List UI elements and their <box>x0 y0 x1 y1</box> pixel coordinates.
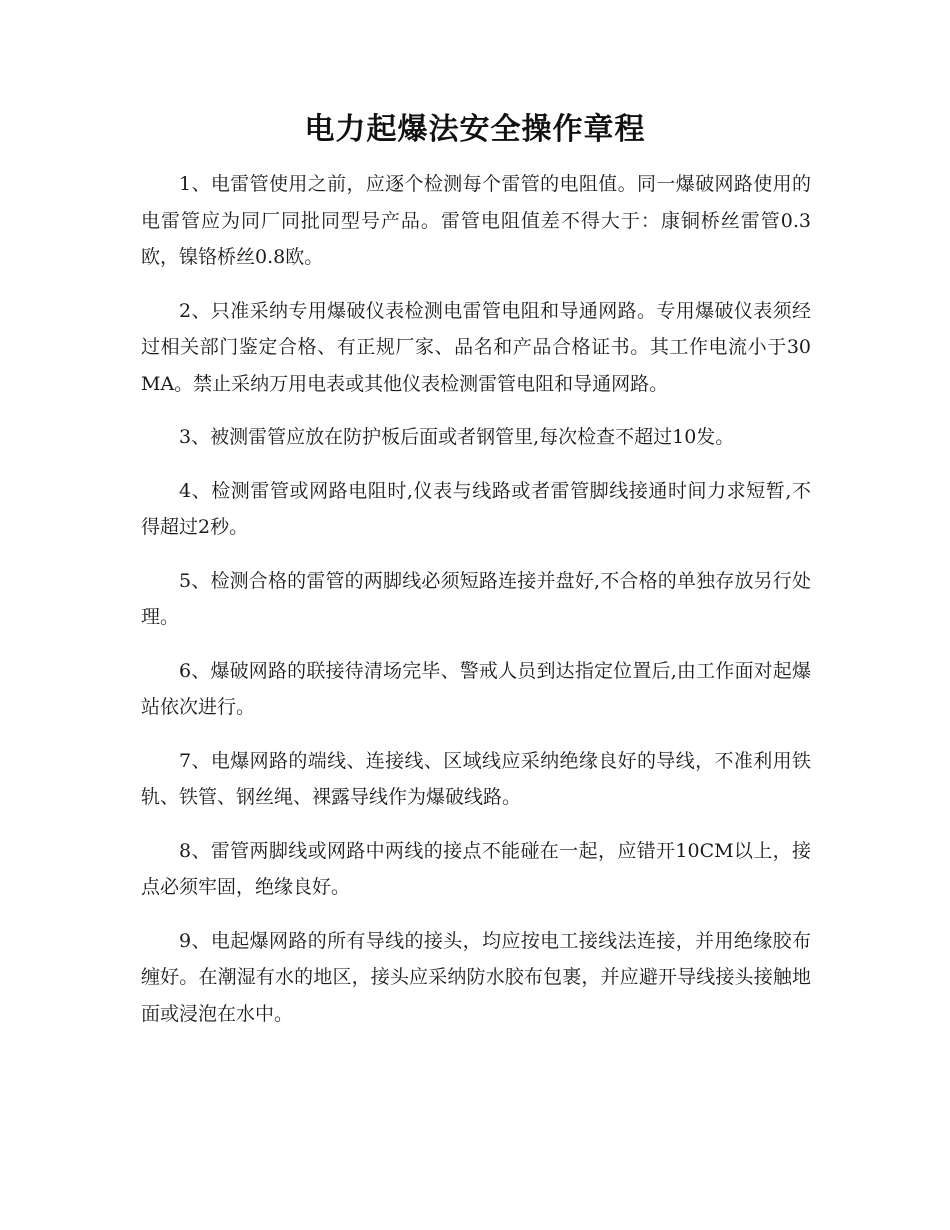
document-title: 电力起爆法安全操作章程 <box>304 112 646 147</box>
paragraph-2: 2、只准采纳专用爆破仪表检测电雷管电阻和导通网路。专用爆破仪表须经过相关部门鉴定合格、有正规厂家、品名和产品合格证书。其工作电流小于30MA。禁止采纳万用电表或其他仪表检测雷管电阻和导通网路。 <box>141 299 811 395</box>
paragraph-6: 6、爆破网路的联接待清场完毕、警戒人员到达指定位置后,由工作面对起爆站依次进行。 <box>141 659 811 718</box>
paragraph-7: 7、电爆网路的端线、连接线、区域线应采纳绝缘良好的导线，不准利用铁轨、铁管、钢丝绳、裸露导线作为爆破线路。 <box>141 749 811 808</box>
paragraph-1: 1、电雷管使用之前，应逐个检测每个雷管的电阻值。同一爆破网路使用的电雷管应为同厂同批同型号产品。雷管电阻值差不得大于：康铜桥丝雷管0.3欧，镍铬桥丝0.8欧。 <box>141 173 811 268</box>
paragraph-4: 4、检测雷管或网路电阻时,仪表与线路或者雷管脚线接通时间力求短暂,不得超过2秒。 <box>141 479 811 538</box>
paragraph-9: 9、电起爆网路的所有导线的接头，均应按电工接线法连接，并用绝缘胶布缠好。在潮湿有水的地区，接头应采纳防水胶布包裹，并应避开导线接头接触地面或浸泡在水中。 <box>141 929 811 1025</box>
paragraph-8: 8、雷管两脚线或网路中两线的接点不能碰在一起，应错开10CM以上，接点必须牢固，绝缘良好。 <box>141 839 811 898</box>
paragraph-3: 3、被测雷管应放在防护板后面或者钢管里,每次检查不超过10发。 <box>179 426 735 448</box>
paragraph-5: 5、检测合格的雷管的两脚线必须短路连接并盘好,不合格的单独存放另行处理。 <box>141 569 811 628</box>
document-body <box>141 166 811 1049</box>
